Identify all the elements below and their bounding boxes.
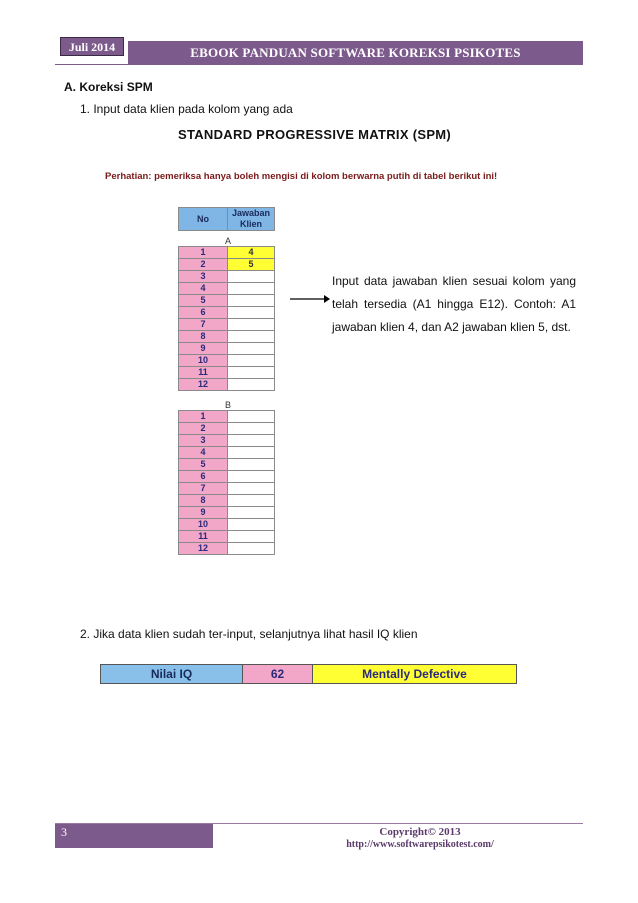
group-label-b: B: [225, 400, 232, 410]
table-row: [179, 423, 275, 435]
table-row: [179, 379, 275, 391]
answer-cell-b-6[interactable]: [228, 471, 275, 483]
row-number-a-5: 5: [179, 295, 228, 307]
table-row: [179, 435, 275, 447]
table-row: [179, 471, 275, 483]
footer-url: http://www.softwarepsikotest.com/: [346, 839, 494, 850]
page-number: 3: [55, 824, 213, 848]
row-number-b-6: 6: [179, 471, 228, 483]
row-number-b-12: 12: [179, 543, 228, 555]
answer-cell-a-12[interactable]: [228, 379, 275, 391]
row-number-b-10: 10: [179, 519, 228, 531]
row-number-b-5: 5: [179, 459, 228, 471]
iq-result-bar: [100, 664, 517, 684]
answer-cell-b-2[interactable]: [228, 423, 275, 435]
answer-cell-b-11[interactable]: [228, 531, 275, 543]
table-row: [179, 519, 275, 531]
answer-cell-a-9[interactable]: [228, 343, 275, 355]
answer-cell-b-7[interactable]: [228, 483, 275, 495]
row-number-b-1: 1: [179, 411, 228, 423]
row-number-a-9: 9: [179, 343, 228, 355]
spm-notice: Perhatian: pemeriksa hanya boleh mengisi di kolom berwarna putih di tabel berikut ini!: [105, 171, 498, 182]
table-row: [179, 411, 275, 423]
column-header-answer-line2: Klien: [239, 219, 262, 229]
answer-cell-b-8[interactable]: [228, 495, 275, 507]
answer-cell-a-5[interactable]: [228, 295, 275, 307]
row-number-b-3: 3: [179, 435, 228, 447]
answer-cell-a-8[interactable]: [228, 331, 275, 343]
row-number-a-2: 2: [179, 259, 228, 271]
header-title: EBOOK PANDUAN SOFTWARE KOREKSI PSIKOTES: [128, 41, 583, 64]
table-row: [179, 319, 275, 331]
row-number-a-10: 10: [179, 355, 228, 367]
answer-cell-b-1[interactable]: [228, 411, 275, 423]
answer-cell-b-10[interactable]: [228, 519, 275, 531]
table-row: [179, 355, 275, 367]
answer-cell-b-5[interactable]: [228, 459, 275, 471]
answer-cell-a-2[interactable]: 5: [228, 259, 275, 271]
answer-cell-b-9[interactable]: [228, 507, 275, 519]
row-number-a-6: 6: [179, 307, 228, 319]
table-row: [179, 495, 275, 507]
column-header-no: No: [179, 208, 228, 231]
table-row: [179, 307, 275, 319]
table-row: [179, 459, 275, 471]
table-row: [179, 531, 275, 543]
row-number-a-1: 1: [179, 247, 228, 259]
group-label-a: A: [225, 236, 232, 246]
step-2-text: 2. Jika data klien sudah ter-input, selanjutnya lihat hasil IQ klien: [80, 627, 418, 641]
spm-table-a: [178, 207, 275, 231]
row-number-b-11: 11: [179, 531, 228, 543]
answer-cell-a-7[interactable]: [228, 319, 275, 331]
column-header-answer: [228, 208, 275, 231]
answer-cell-a-4[interactable]: [228, 283, 275, 295]
row-number-b-9: 9: [179, 507, 228, 519]
table-row: [179, 447, 275, 459]
header-divider: [55, 64, 583, 65]
row-number-a-4: 4: [179, 283, 228, 295]
answer-cell-b-4[interactable]: [228, 447, 275, 459]
arrow-right-icon: [290, 293, 330, 305]
row-number-b-7: 7: [179, 483, 228, 495]
answer-cell-a-6[interactable]: [228, 307, 275, 319]
step-1-text: 1. Input data klien pada kolom yang ada: [80, 102, 293, 116]
table-row: [179, 507, 275, 519]
row-number-a-12: 12: [179, 379, 228, 391]
iq-label: Nilai IQ: [101, 665, 243, 683]
spm-table-a-rows: [178, 246, 275, 391]
row-number-a-8: 8: [179, 331, 228, 343]
row-number-b-4: 4: [179, 447, 228, 459]
answer-cell-b-3[interactable]: [228, 435, 275, 447]
row-number-a-3: 3: [179, 271, 228, 283]
answer-cell-a-10[interactable]: [228, 355, 275, 367]
row-number-b-8: 8: [179, 495, 228, 507]
answer-cell-a-1[interactable]: 4: [228, 247, 275, 259]
table-row: [179, 271, 275, 283]
table-row: [179, 367, 275, 379]
answer-cell-b-12[interactable]: [228, 543, 275, 555]
spm-title: STANDARD PROGRESSIVE MATRIX (SPM): [178, 127, 452, 142]
footer-copyright: Copyright© 2013: [379, 826, 461, 838]
table-row: [179, 543, 275, 555]
column-header-answer-line1: Jawaban: [231, 208, 271, 218]
iq-value: 62: [243, 665, 313, 683]
row-number-b-2: 2: [179, 423, 228, 435]
spm-table-b-rows: [178, 410, 275, 555]
section-title: A. Koreksi SPM: [64, 80, 153, 94]
row-number-a-11: 11: [179, 367, 228, 379]
table-row: [179, 295, 275, 307]
answer-cell-a-3[interactable]: [228, 271, 275, 283]
table-row: [179, 259, 275, 271]
table-row: [179, 331, 275, 343]
table-row: [179, 283, 275, 295]
answer-cell-a-11[interactable]: [228, 367, 275, 379]
iq-category: Mentally Defective: [313, 665, 516, 683]
table-row: [179, 343, 275, 355]
note-text: Input data jawaban klien sesuai kolom yang telah tersedia (A1 hingga E12). Contoh: A1 jawaban klien 4, dan A2 jawaban klien 5, dst.: [332, 274, 576, 334]
header-date: Juli 2014: [60, 37, 124, 56]
row-number-a-7: 7: [179, 319, 228, 331]
table-row: [179, 247, 275, 259]
table-row: [179, 483, 275, 495]
